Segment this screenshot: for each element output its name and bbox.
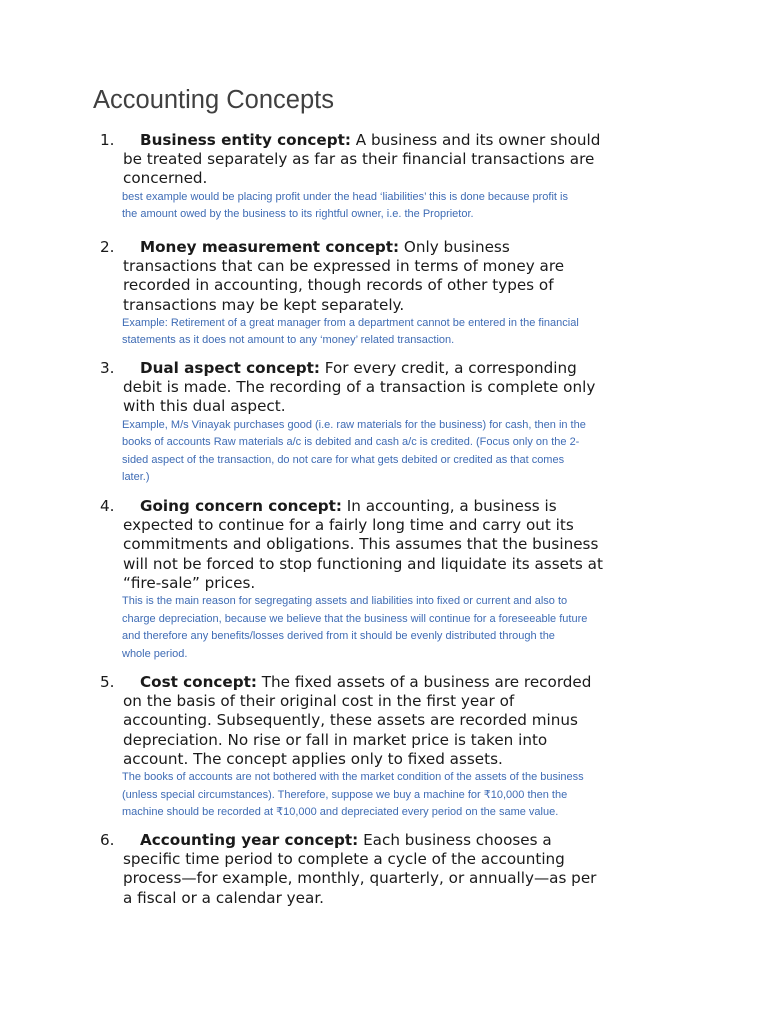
- example-line: and therefore any benefits/losses derived from it should be evenly distributed through the: [122, 630, 555, 643]
- concept-text-line: depreciation. No rise or fall in market price is taken into: [123, 730, 548, 749]
- concept-first-line: [100, 238, 680, 257]
- concept-text-line: specific time period to complete a cycle of the accounting: [123, 850, 565, 869]
- concept-term: Dual aspect concept:: [140, 359, 320, 377]
- example-line: whole period.: [122, 647, 188, 660]
- concept-term: Money measurement concept:: [140, 238, 400, 256]
- concept-first-line: [100, 831, 680, 850]
- concept-text-line: process—for example, monthly, quarterly, or annually—as per: [123, 869, 597, 888]
- concept-text: A business and its owner should: [350, 131, 601, 149]
- concept-example: [122, 769, 680, 822]
- concept-first-line: [100, 673, 680, 692]
- concept-item-accounting-year: [100, 831, 680, 908]
- concept-text: Each business chooses a: [358, 831, 552, 849]
- concept-example: [122, 189, 680, 224]
- example-line: Example: Retirement of a great manager from a department cannot be entered in the financial: [122, 316, 579, 329]
- example-line: This is the main reason for segregating assets and liabilities into fixed or current and also to: [122, 595, 568, 608]
- concept-item-cost: [100, 673, 680, 822]
- concept-text: In accounting, a business is: [341, 497, 557, 515]
- example-line: The books of accounts are not bothered with the market condition of the assets of the business: [122, 771, 584, 784]
- concept-text-line: commitments and obligations. This assumes that the business: [123, 535, 599, 554]
- example-line: (unless special circumstances). Therefore, suppose we buy a machine for ₹10,000 then the: [122, 788, 568, 801]
- concept-text: For every credit, a corresponding: [319, 359, 577, 377]
- example-line: best example would be placing profit under the head ‘liabilities’ this is done because profit is: [122, 190, 568, 203]
- concept-text: Only business: [399, 238, 510, 256]
- list-number: 3.: [100, 359, 115, 377]
- example-line: statements as it does not amount to any ‘money’ related transaction.: [122, 334, 455, 347]
- example-line: sided aspect of the transaction, do not care for what gets debited or credited as that comes: [122, 453, 565, 466]
- concept-example: [122, 593, 680, 663]
- list-number: 6.: [100, 831, 115, 849]
- concept-text-line: will not be forced to stop functioning and liquidate its assets at: [123, 554, 603, 573]
- concept-text-line: recorded in accounting, though records of other types of: [123, 276, 554, 295]
- concept-item-business-entity: [100, 131, 680, 224]
- concept-example: [122, 315, 680, 350]
- concept-text-line: be treated separately as far as their financial transactions are: [123, 150, 595, 169]
- example-line: Example, M/s Vinayak purchases good (i.e. raw materials for the business) for cash, then in the: [122, 418, 586, 431]
- concept-text-line: on the basis of their original cost in the first year of: [123, 692, 515, 711]
- concept-item-going-concern: [100, 497, 680, 663]
- list-number: 2.: [100, 238, 115, 256]
- example-line: books of accounts Raw materials a/c is debited and cash a/c is credited. (Focus only on the 2-: [122, 436, 580, 449]
- concept-first-line: [100, 359, 680, 378]
- concept-example: [122, 417, 680, 487]
- example-line: the amount owed by the business to its rightful owner, i.e. the Proprietor.: [122, 208, 474, 221]
- concept-term: Business entity concept:: [140, 131, 351, 149]
- concept-text-line: transactions that can be expressed in terms of money are: [123, 257, 565, 276]
- example-line: later.): [122, 471, 150, 484]
- list-number: 4.: [100, 497, 115, 515]
- list-number: 5.: [100, 673, 115, 691]
- concept-text-line: debit is made. The recording of a transaction is complete only: [123, 378, 596, 397]
- concept-item-money-measurement: [100, 238, 680, 350]
- concept-text-line: concerned.: [123, 169, 208, 188]
- concept-text-line: expected to continue for a fairly long time and carry out its: [123, 516, 574, 535]
- concept-text: The fixed assets of a business are recorded: [256, 673, 592, 691]
- concept-text-line: transactions may be kept separately.: [123, 295, 405, 314]
- list-number: 1.: [100, 131, 115, 149]
- example-line: charge depreciation, because we believe that the business will continue for a foreseeable future: [122, 612, 588, 625]
- page-title: Accounting Concepts: [93, 86, 334, 114]
- concept-first-line: [100, 497, 680, 516]
- example-line: machine should be recorded at ₹10,000 and depreciated every period on the same value.: [122, 806, 559, 819]
- concept-item-dual-aspect: [100, 359, 680, 487]
- concept-first-line: [100, 131, 680, 150]
- concept-term: Going concern concept:: [140, 497, 342, 515]
- concept-term: Cost concept:: [140, 673, 257, 691]
- concept-term: Accounting year concept:: [140, 831, 359, 849]
- concept-text-line: with this dual aspect.: [123, 397, 286, 416]
- concept-text-line: accounting. Subsequently, these assets are recorded minus: [123, 711, 578, 730]
- concept-text-line: a fiscal or a calendar year.: [123, 888, 324, 907]
- concept-text-line: “fire-sale” prices.: [123, 573, 256, 592]
- concept-text-line: account. The concept applies only to fixed assets.: [123, 749, 503, 768]
